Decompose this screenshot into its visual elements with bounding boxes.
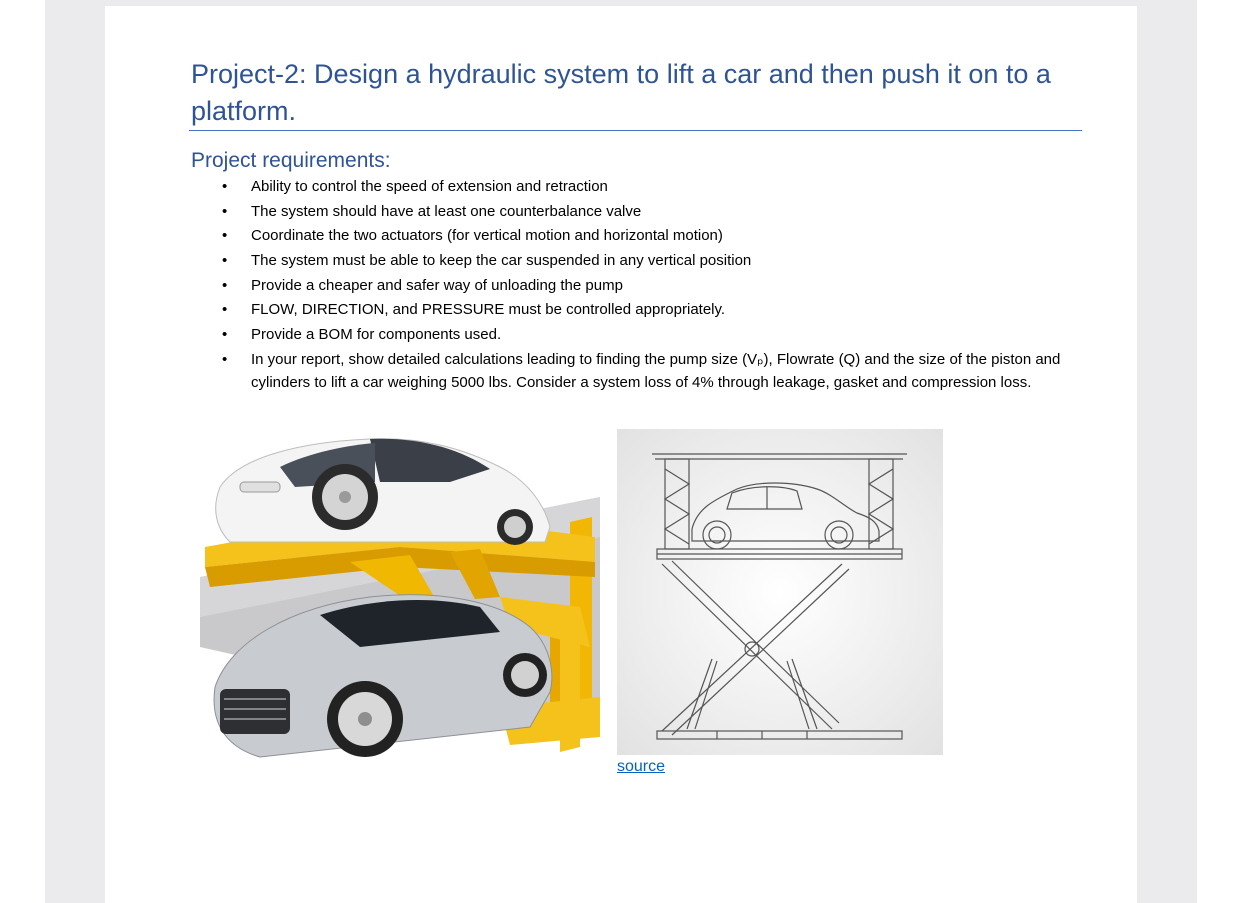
- document-page: [105, 6, 1137, 903]
- bullet-icon: •: [222, 350, 228, 368]
- requirements-list: [222, 175, 1062, 396]
- bullet-icon: •: [222, 178, 228, 195]
- list-item-text: FLOW, DIRECTION, and PRESSURE must be controlled appropriately.: [251, 301, 726, 319]
- bullet-icon: •: [222, 202, 228, 220]
- list-item: [222, 200, 1062, 223]
- section-heading: Project requirements:: [191, 149, 391, 172]
- list-item: [222, 348, 1062, 394]
- bullet-icon: •: [222, 227, 228, 245]
- list-item: [222, 224, 1062, 247]
- list-item-text: The system should have at least one counterbalance valve: [251, 202, 642, 220]
- bullet-icon: •: [222, 276, 228, 294]
- scissor-lift-drawing: [617, 429, 943, 755]
- list-item-text: In your report, show detailed calculations leading to finding the pump size (Vₚ), Flowrate (Q) and the size of the piston and cylinders to lift a car weighing 5000 lbs. Consider a system loss of 4% through leakage, gasket and compression loss.: [251, 350, 1061, 391]
- list-item: [222, 249, 1062, 272]
- list-item-text: Provide a cheaper and safer way of unloading the pump: [251, 276, 623, 294]
- bullet-icon: •: [222, 301, 228, 319]
- bullet-icon: •: [222, 326, 228, 344]
- title-underline: [189, 130, 1082, 131]
- list-item-text: Provide a BOM for components used.: [251, 326, 502, 344]
- bullet-icon: •: [222, 252, 228, 270]
- list-item: [222, 274, 1062, 297]
- list-item-text: The system must be able to keep the car suspended in any vertical position: [251, 252, 752, 270]
- parking-lift-photo: [200, 427, 600, 772]
- list-item: [222, 323, 1062, 346]
- list-item: [222, 175, 1062, 198]
- list-item-text: Coordinate the two actuators (for vertical motion and horizontal motion): [251, 227, 723, 245]
- page-title: Project-2: Design a hydraulic system to lift a car and then push it on to a platform.: [191, 59, 1051, 126]
- source-link[interactable]: source: [617, 758, 666, 775]
- list-item-text: Ability to control the speed of extension and retraction: [251, 178, 608, 195]
- list-item: [222, 298, 1062, 321]
